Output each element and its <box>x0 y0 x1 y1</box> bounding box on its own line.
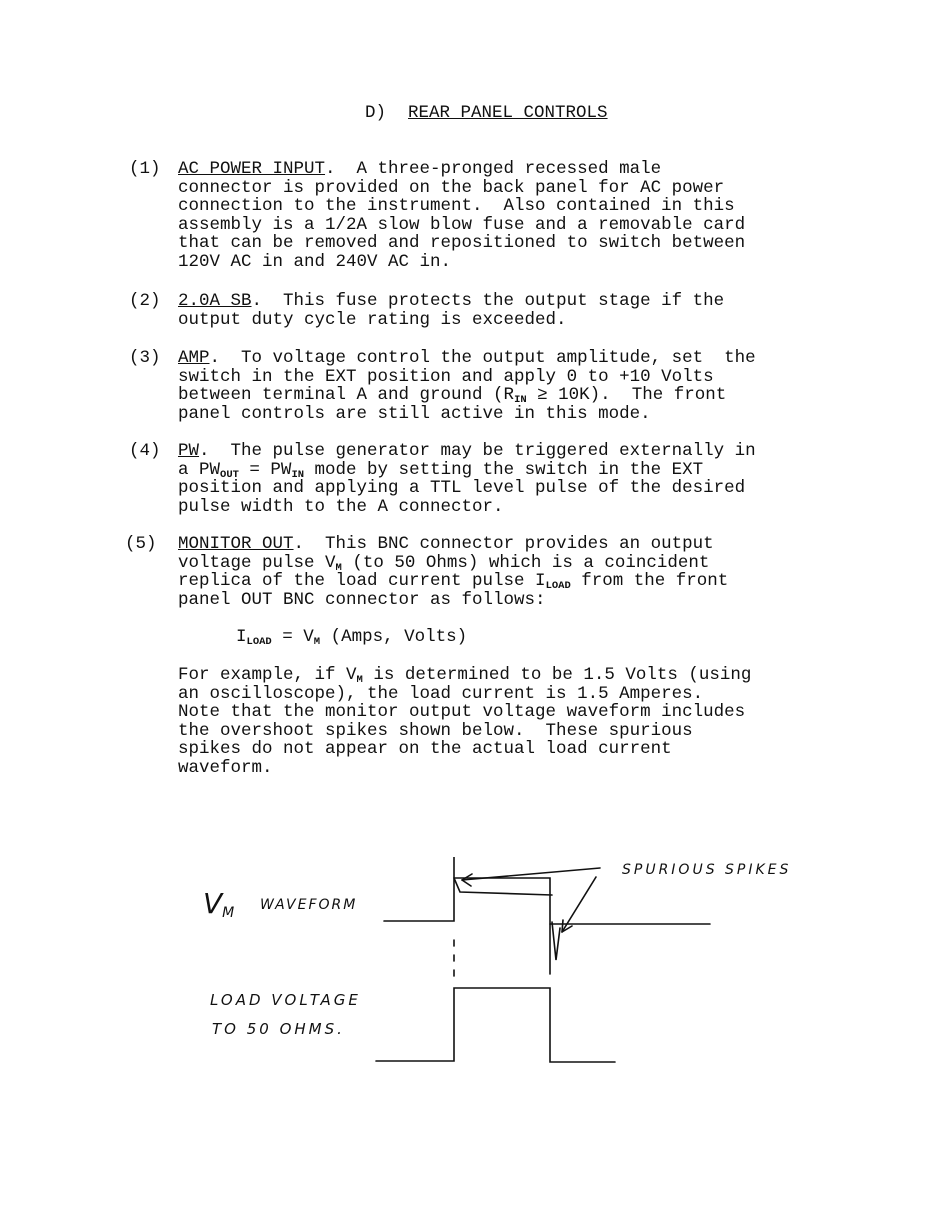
item-term: PW <box>178 441 200 461</box>
item-text: (to 50 Ohms) which is a coincident <box>341 552 710 573</box>
item-text: voltage pulse V <box>178 552 336 573</box>
item-text: pulse width to the A connector. <box>178 496 504 517</box>
equation-text: (Amps, Volts) <box>320 627 468 647</box>
subscript: M <box>356 674 363 686</box>
item-text: between terminal A and ground (R <box>178 385 515 406</box>
overshoot-spike-top <box>454 878 552 895</box>
subscript: M <box>335 561 342 574</box>
item-text: that can be removed and repositioned to switch between <box>178 233 746 254</box>
vm-label: VM <box>203 887 235 921</box>
item-term: MONITOR OUT <box>178 534 294 554</box>
item-text: . The pulse generator may be triggered externally in <box>199 441 756 461</box>
item-text: replica of the load current pulse I <box>178 571 546 592</box>
load-voltage-trace <box>376 988 615 1062</box>
load-voltage-label: LOAD VOLTAGE <box>210 991 361 1009</box>
item-text: . This fuse protects the output stage if the <box>251 291 725 311</box>
spike-arrow-head-bottom <box>562 920 572 932</box>
spurious-spikes-label: SPURIOUS SPIKES <box>622 862 792 878</box>
item-text: mode by setting the switch in the EXT <box>304 459 704 480</box>
item-text: switch in the EXT position and apply 0 to +10 Volts <box>178 366 714 387</box>
overshoot-spike-bottom <box>552 922 560 960</box>
item-text: assembly is a 1/2A slow blow fuse and a removable card <box>178 214 746 235</box>
item-text: panel OUT BNC connector as follows: <box>178 589 546 610</box>
item-number: (3) <box>129 348 161 368</box>
para-text: is determined to be 1.5 Volts (using <box>362 665 752 685</box>
item-text: from the front <box>570 571 729 592</box>
item-text: output duty cycle rating is exceeded. <box>178 309 567 330</box>
item-number: (2) <box>129 291 161 311</box>
item-text: panel controls are still active in this mode. <box>178 403 651 424</box>
item-text: 120V AC in and 240V AC in. <box>178 251 452 272</box>
item-text: a PW <box>178 459 221 480</box>
section-letter: D) <box>365 103 387 123</box>
item-text: . To voltage control the output amplitude, set the <box>209 348 756 368</box>
waveform-label: WAVEFORM <box>260 897 358 913</box>
item-text: position and applying a TTL level pulse of the desired <box>178 478 746 499</box>
para-text: Note that the monitor output voltage waveform includes <box>178 702 746 723</box>
item-text: . A three-pronged recessed male <box>325 159 662 179</box>
para-text: the overshoot spikes shown below. These spurious <box>178 720 693 741</box>
item-number: (5) <box>125 534 157 554</box>
subscript: LOAD <box>545 580 571 593</box>
to-50-ohms-label: TO 50 OHMS. <box>212 1020 345 1038</box>
equation-text: I <box>236 627 247 647</box>
item-text: . This BNC connector provides an output <box>293 534 714 554</box>
para-text: waveform. <box>178 757 273 778</box>
para-text: For example, if V <box>178 665 357 685</box>
item-text: = PW <box>238 459 292 480</box>
subscript: OUT <box>220 468 239 481</box>
item-term: AMP <box>178 348 210 368</box>
item-text: ≥ 10K). The front <box>526 385 727 406</box>
subscript: IN <box>514 394 527 407</box>
section-title: REAR PANEL CONTROLS <box>408 103 608 123</box>
subscript: IN <box>291 468 305 481</box>
equation-text: = V <box>271 627 314 647</box>
item-text: connector is provided on the back panel for AC power <box>178 177 725 198</box>
item-number: (4) <box>129 441 161 461</box>
item-term: AC POWER INPUT <box>178 159 326 179</box>
subscript: M <box>313 636 321 648</box>
item-term: 2.0A SB <box>178 291 252 311</box>
para-text: spikes do not appear on the actual load current <box>178 739 672 760</box>
subscript: LOAD <box>246 636 272 648</box>
item-text: connection to the instrument. Also contained in this <box>178 196 735 217</box>
para-text: an oscilloscope), the load current is 1.5 Amperes. <box>178 683 704 704</box>
item-number: (1) <box>129 159 161 179</box>
